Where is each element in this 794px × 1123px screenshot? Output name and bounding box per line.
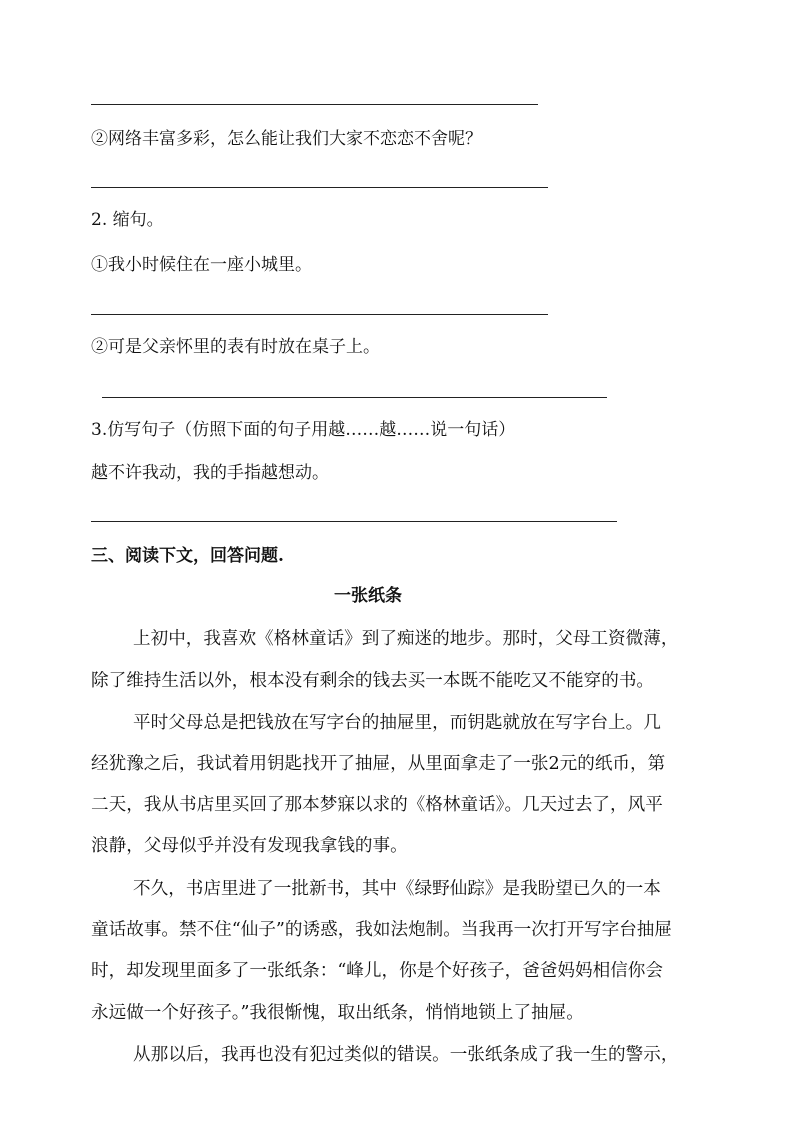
paragraph-3-line-2: 童话故事。禁不住“仙子”的诱惑，我如法炮制。当我再一次打开写字台抽屉	[91, 920, 672, 940]
paragraph-2-line-1: 平时父母总是把钱放在写字台的抽屉里，而钥匙就放在写字台上。几	[133, 713, 661, 733]
article-title: 一张纸条	[334, 586, 402, 606]
paragraph-4-line-1: 从那以后，我再也没有犯过类似的错误。一张纸条成了我一生的警示，	[133, 1045, 679, 1065]
question-2-2: ②网络丰富多彩，怎么能让我们大家不恋恋不舍呢？	[91, 129, 482, 149]
answer-line-3[interactable]	[91, 314, 548, 315]
paragraph-2-line-3: 二天，我从书店里买回了那本梦寐以求的《格林童话》。几天过去了，风平	[91, 795, 663, 815]
question-2-item-1: ①我小时候住在一座小城里。	[91, 255, 312, 275]
paragraph-2-line-4: 浪静，父母似乎并没有发现我拿钱的事。	[91, 836, 408, 856]
paragraph-2-line-2: 经犹豫之后，我试着用钥匙找开了抽屉，从里面拿走了一张2元的纸币，第	[91, 754, 666, 774]
paragraph-3-line-1: 不久，书店里进了一批新书，其中《绿野仙踪》是我盼望已久的一本	[133, 879, 661, 899]
answer-line-5[interactable]	[91, 521, 617, 522]
answer-line-2[interactable]	[91, 187, 548, 188]
question-3-example: 越不许我动，我的手指越想动。	[91, 463, 329, 483]
paragraph-3-line-4: 永远做一个好孩子。”我很惭愧，取出纸条，悄悄地锁上了抽屉。	[91, 1003, 584, 1023]
question-2-title: 2. 缩句。	[91, 210, 164, 230]
question-2-item-2: ②可是父亲怀里的表有时放在桌子上。	[91, 337, 380, 357]
paragraph-1-line-2: 除了维持生活以外，根本没有剩余的钱去买一本既不能吃又不能穿的书。	[91, 671, 655, 691]
paragraph-3-line-3: 时，却发现里面多了一张纸条：“峰儿，你是个好孩子，爸爸妈妈相信你会	[91, 961, 663, 981]
answer-line-4[interactable]	[102, 397, 607, 398]
section-3-heading: 三、阅读下文，回答问题.	[91, 546, 284, 566]
question-3-title: 3.仿写句子（仿照下面的句子用越……越……说一句话）	[91, 420, 516, 440]
answer-line-1[interactable]	[91, 104, 538, 105]
paragraph-1-line-1: 上初中，我喜欢《格林童话》到了痴迷的地步。那时，父母工资微薄，	[133, 629, 679, 649]
